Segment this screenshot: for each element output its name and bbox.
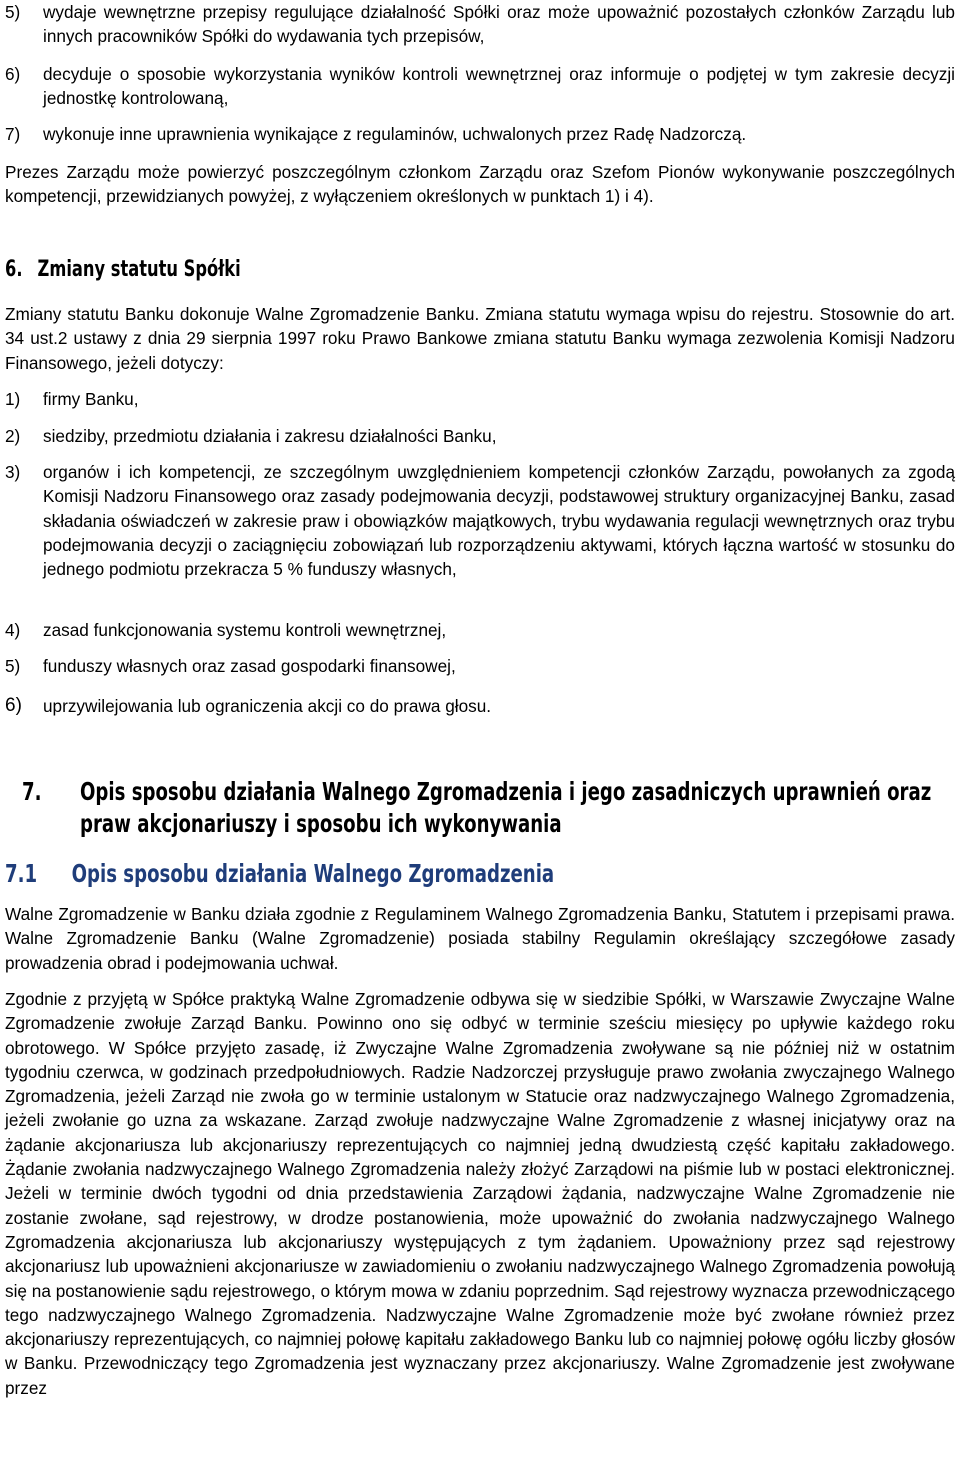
section-6-intro: Zmiany statutu Banku dokonuje Walne Zgromadzenie Banku. Zmiana statutu wymaga wpisu do rejestru. Stosownie do art. 34 ust.2 ustawy z dnia 29 sierpnia 1997 roku Prawo Bankowe zmiana statutu Banku wymaga zezwolenia Komisji Nadzoru Finansowego, jeżeli dotyczy:	[5, 304, 955, 373]
section-number: 6.	[5, 257, 23, 282]
list-item-text: decyduje o sposobie wykorzystania wyników kontroli wewnętrznej oraz informuje o podjętej w tym zakresie decyzji jednostkę kontrolowaną,	[43, 64, 955, 109]
list-item-text: firmy Banku,	[43, 389, 139, 409]
list-item-text: wykonuje inne uprawnienia wynikające z regulaminów, uchwalonych przez Radę Nadzorczą.	[43, 124, 747, 144]
paragraph-prezes: Prezes Zarządu może powierzyć poszczególnym członkom Zarządu oraz Szefom Pionów wykonywanie poszczególnych kompetencji, przewidzianych powyżej, z wyłączeniem określonych w punktach 1) i 4).	[5, 162, 955, 207]
list-item	[5, 424, 955, 448]
list-item-text: funduszy własnych oraz zasad gospodarki finansowej,	[43, 656, 456, 676]
list-item	[5, 618, 955, 642]
section-7-number: 7.	[22, 777, 42, 806]
section-title: Zmiany statutu Spółki	[37, 257, 241, 282]
section-6-heading	[5, 257, 241, 283]
section-7-heading	[80, 776, 958, 840]
list-item-text: wydaje wewnętrzne przepisy regulujące działalność Spółki oraz może upoważnić pozostałych członków Zarządu lub innych pracowników Spółki do wydawania tych przepisów,	[43, 2, 955, 47]
list-item-number: 3)	[5, 462, 21, 482]
list-item-number: 4)	[5, 620, 21, 640]
list-item	[5, 387, 955, 411]
list-item	[5, 0, 955, 49]
list-item-text: organów i ich kompetencji, ze szczególnym uwzględnieniem kompetencji członków Zarządu, powołanych za zgodą Komisji Nadzoru Finansowego oraz zasady podejmowania decyzji, podstawowej struktury organizacyjnej Banku, zasad składania oświadczeń w zakresie praw i obowiązków majątkowych, trybu wydawania regulacji wewnętrznych oraz trybu podejmowania decyzji o zaciągnięciu zobowiązań lub rozporządzeniu aktywami, których łączna wartość w stosunku do jednego podmiotu przekracza 5 % funduszy własnych,	[43, 462, 955, 580]
list-item-number: 6)	[5, 695, 22, 716]
list-item	[5, 122, 955, 146]
list-item-text: siedziby, przedmiotu działania i zakresu działalności Banku,	[43, 426, 497, 446]
section-7-1-paragraph-1: Walne Zgromadzenie w Banku działa zgodnie z Regulaminem Walnego Zgromadzenia Banku, Statutem i przepisami prawa. Walne Zgromadzenie Banku (Walne Zgromadzenie) posiada stabilny Regulamin określający szczegółowe zasady prowadzenia obrad i podejmowania uchwał.	[5, 904, 955, 973]
list-item-number: 5)	[5, 656, 21, 676]
section-number: 7.1	[5, 859, 38, 888]
list-item-number: 6)	[5, 64, 21, 84]
section-title: Opis sposobu działania Walnego Zgromadzenia i jego zasadniczych uprawnień oraz praw akcjonariuszy i sposobu ich wykonywania	[80, 777, 932, 838]
list-item-text: zasad funkcjonowania systemu kontroli wewnętrznej,	[43, 620, 447, 640]
list-item-number: 5)	[5, 2, 21, 22]
list-item-number: 1)	[5, 389, 21, 409]
section-7-1-paragraph-2: Zgodnie z przyjętą w Spółce praktyką Walne Zgromadzenie odbywa się w siedzibie Spółki, w Warszawie Zwyczajne Walne Zgromadzenie zwołuje Zarząd Banku. Powinno ono się odbyć w terminie sześciu miesięcy po upływie każdego roku obrotowego. W Spółce przyjęto zasadę, iż Zwyczajne Walne Zgromadzenia zwoływane są nie później niż w ostatnim tygodniu czerwca, w godzinach przedpołudniowych. Radzie Nadzorczej przysługuje prawo zwołania zwyczajnego Walnego Zgromadzenia, jeżeli Zarząd nie zwoła go w terminie ustalonym w Statucie oraz nadzwyczajnego Walnego Zgromadzenia, jeżeli zwołanie go uzna za wskazane. Zarząd zwołuje nadzwyczajne Walne Zgromadzenie z własnej inicjatywy oraz na żądanie akcjonariusza lub akcjonariuszy reprezentujących co najmniej jedną dwudziestą część kapitału zakładowego. Żądanie zwołania nadzwyczajnego Walnego Zgromadzenia należy złożyć Zarządowi na piśmie lub w postaci elektronicznej. Jeżeli w terminie dwóch tygodni od dnia przedstawienia Zarządowi żądania, nadzwyczajne Walne Zgromadzenie nie zostanie zwołane, sąd rejestrowy, w drodze postanowienia, może upoważnić do zwołania nadzwyczajnego Walnego Zgromadzenia akcjonariusza lub akcjonariuszy występujących z tym żądaniem. Upoważniony przez sąd rejestrowy akcjonariusz lub upoważnieni akcjonariusze w zawiadomieniu o zwołaniu nadzwyczajnego Walnego Zgromadzenia powołują się na postanowienie sądu rejestrowego, o którym mowa w zdaniu poprzednim. Sąd rejestrowy wyznacza przewodniczącego tego nadzwyczajnego Walnego Zgromadzenia. Nadzwyczajne Walne Zgromadzenie może być zwołane również przez akcjonariuszy reprezentujących, co najmniej połowę kapitału zakładowego Banku lub co najmniej połowę ogółu liczby głosów w Banku. Przewodniczący tego Zgromadzenia jest wyznaczany przez akcjonariuszy. Walne Zgromadzenie jest zwoływane przez	[5, 989, 955, 1398]
list-item	[5, 694, 955, 718]
section-title: Opis sposobu działania Walnego Zgromadzenia	[71, 859, 555, 888]
list-item-number: 7)	[5, 124, 21, 144]
list-item	[5, 460, 955, 581]
list-item-number: 2)	[5, 426, 21, 446]
list-item	[5, 62, 955, 111]
list-item-text: uprzywilejowania lub ograniczenia akcji co do prawa głosu.	[43, 696, 492, 716]
list-item	[5, 654, 955, 678]
section-7-1-heading	[5, 858, 554, 890]
